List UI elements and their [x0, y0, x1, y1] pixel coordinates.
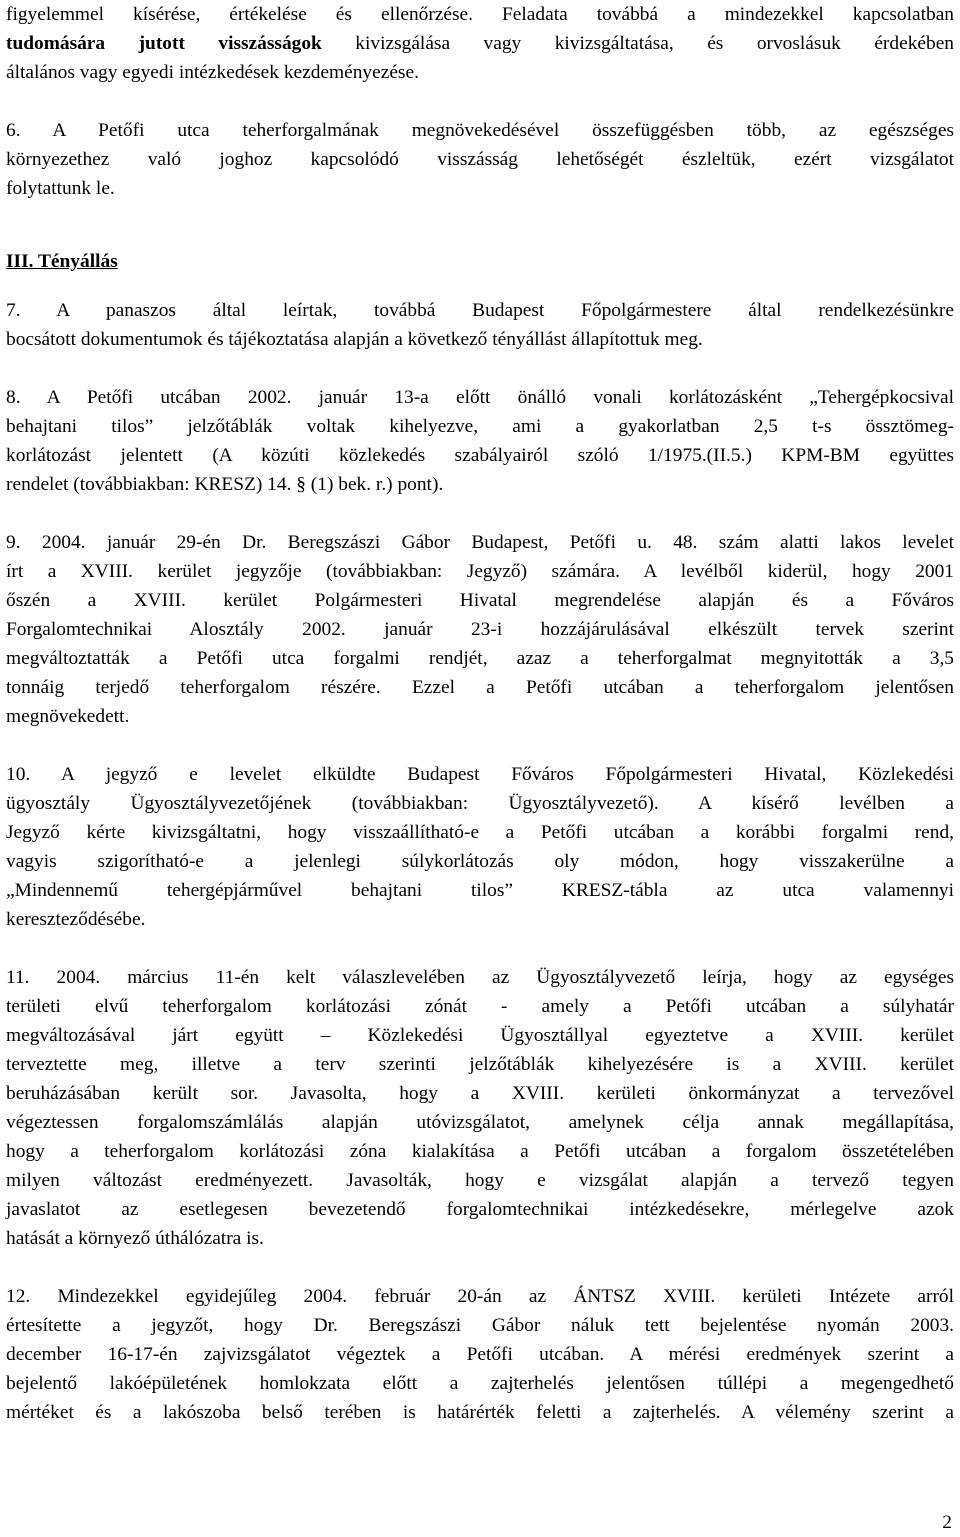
paragraph-gap: [6, 203, 954, 247]
text-line: tonnáig terjedő teherforgalom részére. Ezzel a Petőfi utcában a teherforgalom jelentősen: [6, 677, 954, 698]
text-line: 10. A jegyző e levelet elküldte Budapest Főváros Főpolgármesteri Hivatal, Közlekedési: [6, 764, 954, 785]
text-line: javaslatot az esetlegesen bevezetendő forgalomtechnikai intézkedésekre, mérlegelve azok: [6, 1199, 954, 1220]
text-fragment: kivizsgálása vagy kivizsgáltatása, és orvoslásuk érdekében: [321, 33, 954, 54]
page-number: 2: [942, 1512, 952, 1533]
paragraph-gap: [6, 354, 954, 383]
paragraph-8: [6, 383, 954, 499]
text-line: Jegyző kérte kivizsgáltatni, hogy visszaállítható-e a Petőfi utcában a korábbi forgalmi rend,: [6, 822, 954, 843]
paragraph-11: [6, 963, 954, 1253]
text-line: Forgalomtechnikai Alosztály 2002. január 23-i hozzájárulásával elkészült tervek szerint: [6, 619, 954, 640]
text-line: őszén a XVIII. kerület Polgármesteri Hivatal megrendelése alapján és a Főváros: [6, 590, 954, 611]
text-line: területi elvű teherforgalom korlátozási zónát - amely a Petőfi utcában a súlyhatár: [6, 996, 954, 1017]
document-page: [6, 0, 954, 1427]
paragraph-gap: [6, 934, 954, 963]
paragraph-gap: [6, 276, 954, 296]
paragraph-gap: [6, 731, 954, 760]
text-line: hatását a környező úthálózatra is.: [6, 1228, 264, 1249]
paragraph-7: [6, 296, 954, 354]
text-line: ügyosztály Ügyosztályvezetőjének (továbbiakban: Ügyosztályvezető). A kísérő levélben a: [6, 793, 954, 814]
text-line: hogy a teherforgalom korlátozási zóna kialakítása a Petőfi utcában a forgalom összetételében: [6, 1141, 954, 1162]
paragraph-9: [6, 528, 954, 731]
text-line: 7. A panaszos által leírtak, továbbá Budapest Főpolgármestere által rendelkezésünkre: [6, 300, 954, 321]
text-line: beruházásában került sor. Javasolta, hogy a XVIII. kerületi önkormányzat a tervezővel: [6, 1083, 954, 1104]
text-line: behajtani tilos” jelzőtáblák voltak kihelyezve, ami a gyakorlatban 2,5 t-s össztömeg-: [6, 416, 954, 437]
text-line: kereszteződésébe.: [6, 909, 146, 930]
text-line: megváltozásával járt együtt – Közlekedési Ügyosztállyal egyeztetve a XVIII. kerület: [6, 1025, 954, 1046]
text-line: korlátozást jelentett (A közúti közlekedés szabályairól szóló 1/1975.(II.5.) KPM-BM együttes: [6, 445, 954, 466]
text-line: végeztessen forgalomszámlálás alapján utóvizsgálatot, amelynek célja annak megállapítása,: [6, 1112, 954, 1133]
text-line: 12. Mindezekkel egyidejűleg 2004. február 20-án az ÁNTSZ XVIII. kerületi Intézete arról: [6, 1286, 954, 1307]
paragraph-12: [6, 1282, 954, 1427]
text-line: bejelentő lakóépületének homlokzata előtt a zajterhelés jelentősen túllépi a megengedhető: [6, 1373, 954, 1394]
text-line: írt a XVIII. kerület jegyzője (továbbiakban: Jegyző) számára. A levélből kiderül, hogy 2001: [6, 561, 954, 582]
paragraph-10: [6, 760, 954, 934]
bold-phrase: tudomására jutott visszásságok: [6, 33, 322, 54]
text-line: [6, 29, 954, 58]
text-line: december 16-17-én zajvizsgálatot végeztek a Petőfi utcában. A mérési eredmények szerint a: [6, 1344, 954, 1365]
text-line: 11. 2004. március 11-én kelt válaszlevelében az Ügyosztályvezető leírja, hogy az egységes: [6, 967, 954, 988]
text-line: megváltoztatták a Petőfi utca forgalmi rendjét, azaz a teherforgalmat megnyitották a 3,5: [6, 648, 954, 669]
section-heading: III. Tényállás: [6, 251, 118, 272]
text-line: rendelet (továbbiakban: KRESZ) 14. § (1) bek. r.) pont).: [6, 474, 444, 495]
paragraph-intro: [6, 0, 954, 87]
paragraph-gap: [6, 499, 954, 528]
text-line: általános vagy egyedi intézkedések kezdeményezése.: [6, 62, 419, 83]
text-line: megnövekedett.: [6, 706, 130, 727]
text-line: figyelemmel kísérése, értékelése és ellenőrzése. Feladata továbbá a mindezekkel kapcsolatban: [6, 4, 954, 25]
text-line: értesítette a jegyzőt, hogy Dr. Beregszászi Gábor náluk tett bejelentése nyomán 2003.: [6, 1315, 954, 1336]
text-line: 6. A Petőfi utca teherforgalmának megnövekedésével összefüggésben több, az egészséges: [6, 120, 954, 141]
text-line: mértéket és a lakószoba belső terében is határérték feletti a zajterhelés. A vélemény szerint a: [6, 1402, 954, 1423]
text-line: környezethez való joghoz kapcsolódó visszásság lehetőségét észleltük, ezért vizsgálatot: [6, 149, 954, 170]
text-line: milyen változást eredményezett. Javasolták, hogy e vizsgálat alapján a tervező tegyen: [6, 1170, 954, 1191]
text-line: 9. 2004. január 29-én Dr. Beregszászi Gábor Budapest, Petőfi u. 48. szám alatti lakos levelet: [6, 532, 954, 553]
text-line: folytattunk le.: [6, 178, 115, 199]
paragraph-gap: [6, 87, 954, 116]
text-line: „Mindennemű tehergépjárművel behajtani tilos” KRESZ-tábla az utca valamennyi: [6, 880, 954, 901]
text-line: bocsátott dokumentumok és tájékoztatása alapján a következő tényállást állapítottuk meg.: [6, 329, 703, 350]
text-line: 8. A Petőfi utcában 2002. január 13-a előtt önálló vonali korlátozásként „Tehergépkocsival: [6, 387, 954, 408]
text-line: terveztette meg, illetve a terv szerinti jelzőtáblák kihelyezésére is a XVIII. kerület: [6, 1054, 954, 1075]
paragraph-gap: [6, 1253, 954, 1282]
text-line: vagyis szigorítható-e a jelenlegi súlykorlátozás oly módon, hogy visszakerülne a: [6, 851, 954, 872]
paragraph-6: [6, 116, 954, 203]
